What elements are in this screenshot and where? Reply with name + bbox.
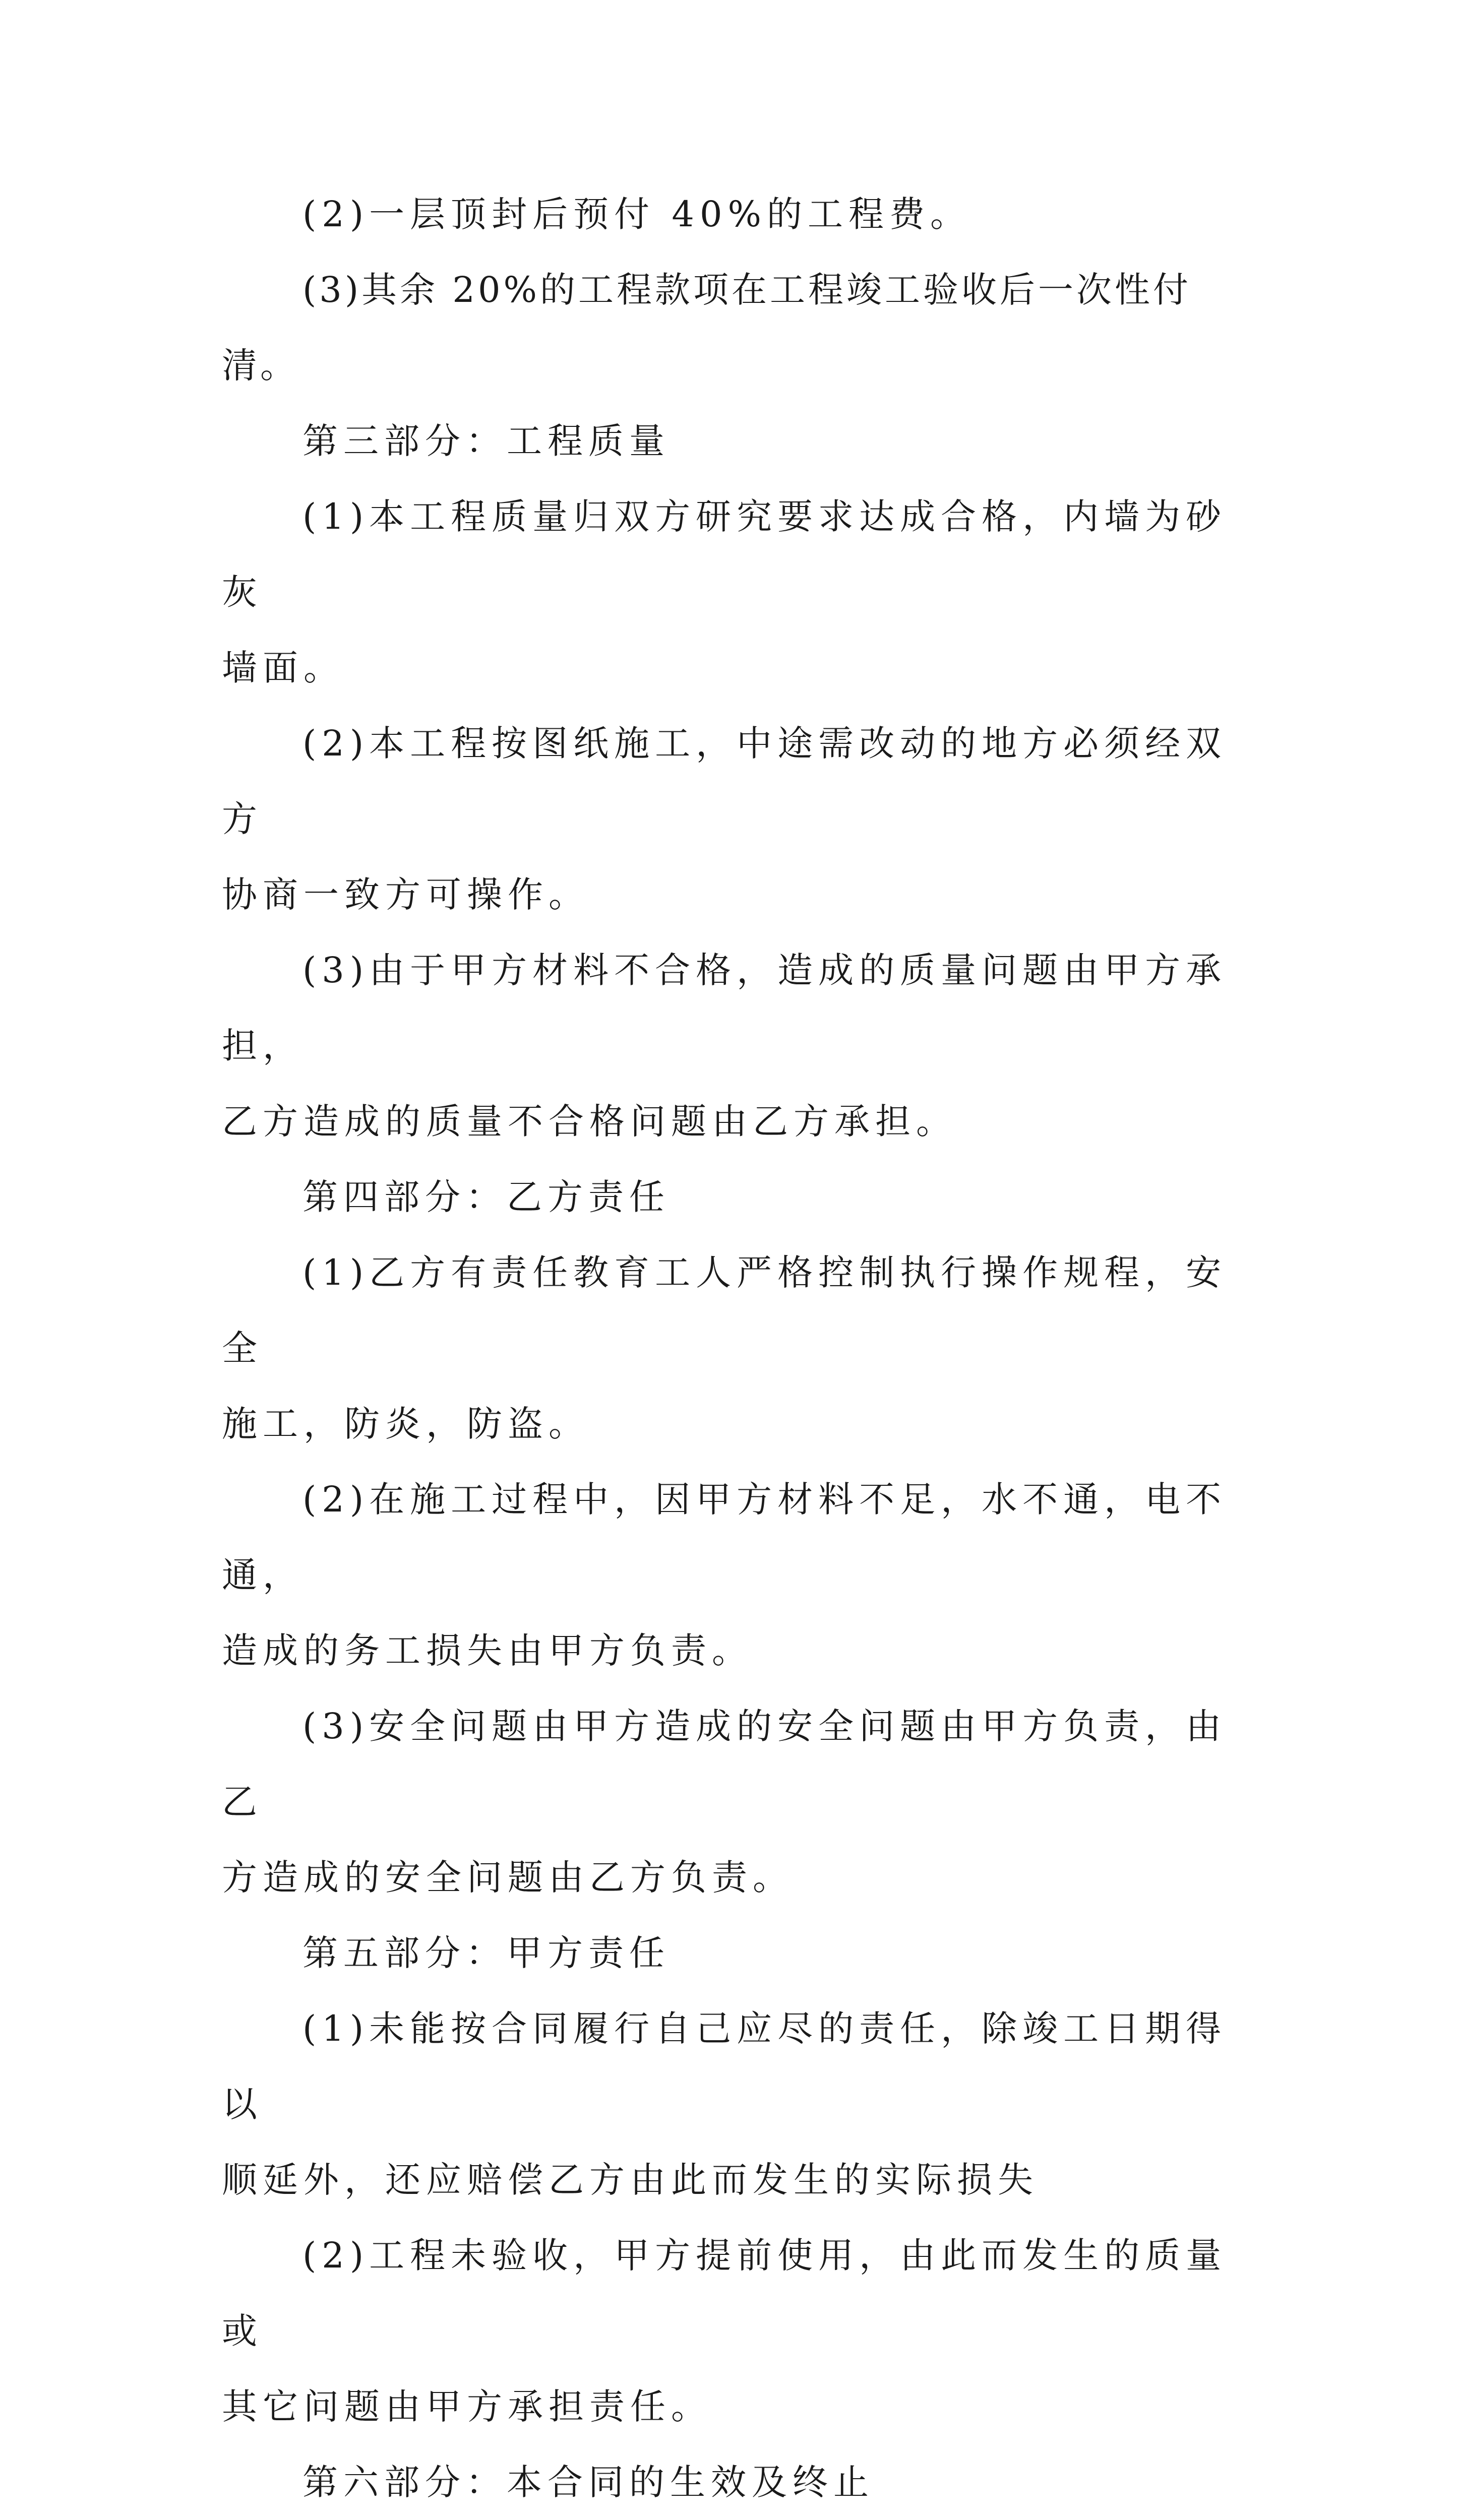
document-body [222, 176, 1250, 2520]
party-b-item-2 [222, 1462, 1250, 1688]
text-line: (3)由于甲方材料不合格，造成的质量问题由甲方承担， [222, 950, 1227, 1066]
text-line: 协商一致方可操作。 [222, 874, 589, 915]
section-title: 第三部分：工程质量 [302, 420, 670, 462]
section-heading-effect [222, 2444, 1250, 2520]
text-line: (3)安全问题由甲方造成的安全问题由甲方负责，由乙 [222, 1706, 1227, 1822]
text-line: 造成的务工损失由甲方负责。 [222, 1630, 753, 1671]
party-b-item-3 [222, 1688, 1250, 1915]
text-line: (2)在施工过程中，因甲方材料不足，水不通，电不通， [222, 1479, 1227, 1596]
section-title: 第五部分：甲方责任 [302, 1932, 670, 1974]
section-heading-party-b [222, 1159, 1250, 1235]
payment-item-2 [222, 176, 1250, 252]
section-title: 第六部分：本合同的生效及终止 [302, 2462, 874, 2503]
text-line: (3)其余 20%的工程款项在工程竣工验收后一次性付清。 [222, 269, 1191, 386]
text-line: 墙面。 [222, 647, 344, 688]
party-a-item-2 [222, 2218, 1250, 2444]
text-line: (2)工程未验收，甲方提前使用，由此而发生的质量或 [222, 2235, 1227, 2352]
text-line: 顺延外，还应赔偿乙方由此而发生的实际损失 [222, 2159, 1039, 2200]
text-line: (1)本工程质量归双方研究要求达成合格，内墙为砂灰 [222, 496, 1227, 613]
section-heading-party-a [222, 1915, 1250, 1991]
party-a-item-1 [222, 1991, 1250, 2218]
party-b-item-1 [222, 1235, 1250, 1462]
section-title: 第四部分：乙方责任 [302, 1176, 670, 1218]
payment-item-3 [222, 252, 1250, 403]
text-line: (2)一层顶封后预付 40%的工程费。 [302, 194, 971, 235]
quality-item-1 [222, 479, 1250, 706]
text-line: (2)本工程按图纸施工，中途需改动的地方必须经双方 [222, 723, 1227, 840]
quality-item-2 [222, 706, 1250, 932]
quality-item-3 [222, 932, 1250, 1159]
text-line: 乙方造成的质量不合格问题由乙方承担。 [222, 1101, 957, 1142]
section-heading-quality [222, 403, 1250, 479]
text-line: 方造成的安全问题由乙方负责。 [222, 1857, 794, 1898]
text-line: (1)未能按合同履行自己应尽的责任，除竣工日期得以 [222, 2008, 1227, 2125]
text-line: 其它问题由甲方承担责任。 [222, 2386, 712, 2427]
text-line: 施工，防炎，防盗。 [222, 1403, 589, 1444]
text-line: (1)乙方有责任教育工人严格控制执行操作规程，安全 [222, 1252, 1227, 1369]
